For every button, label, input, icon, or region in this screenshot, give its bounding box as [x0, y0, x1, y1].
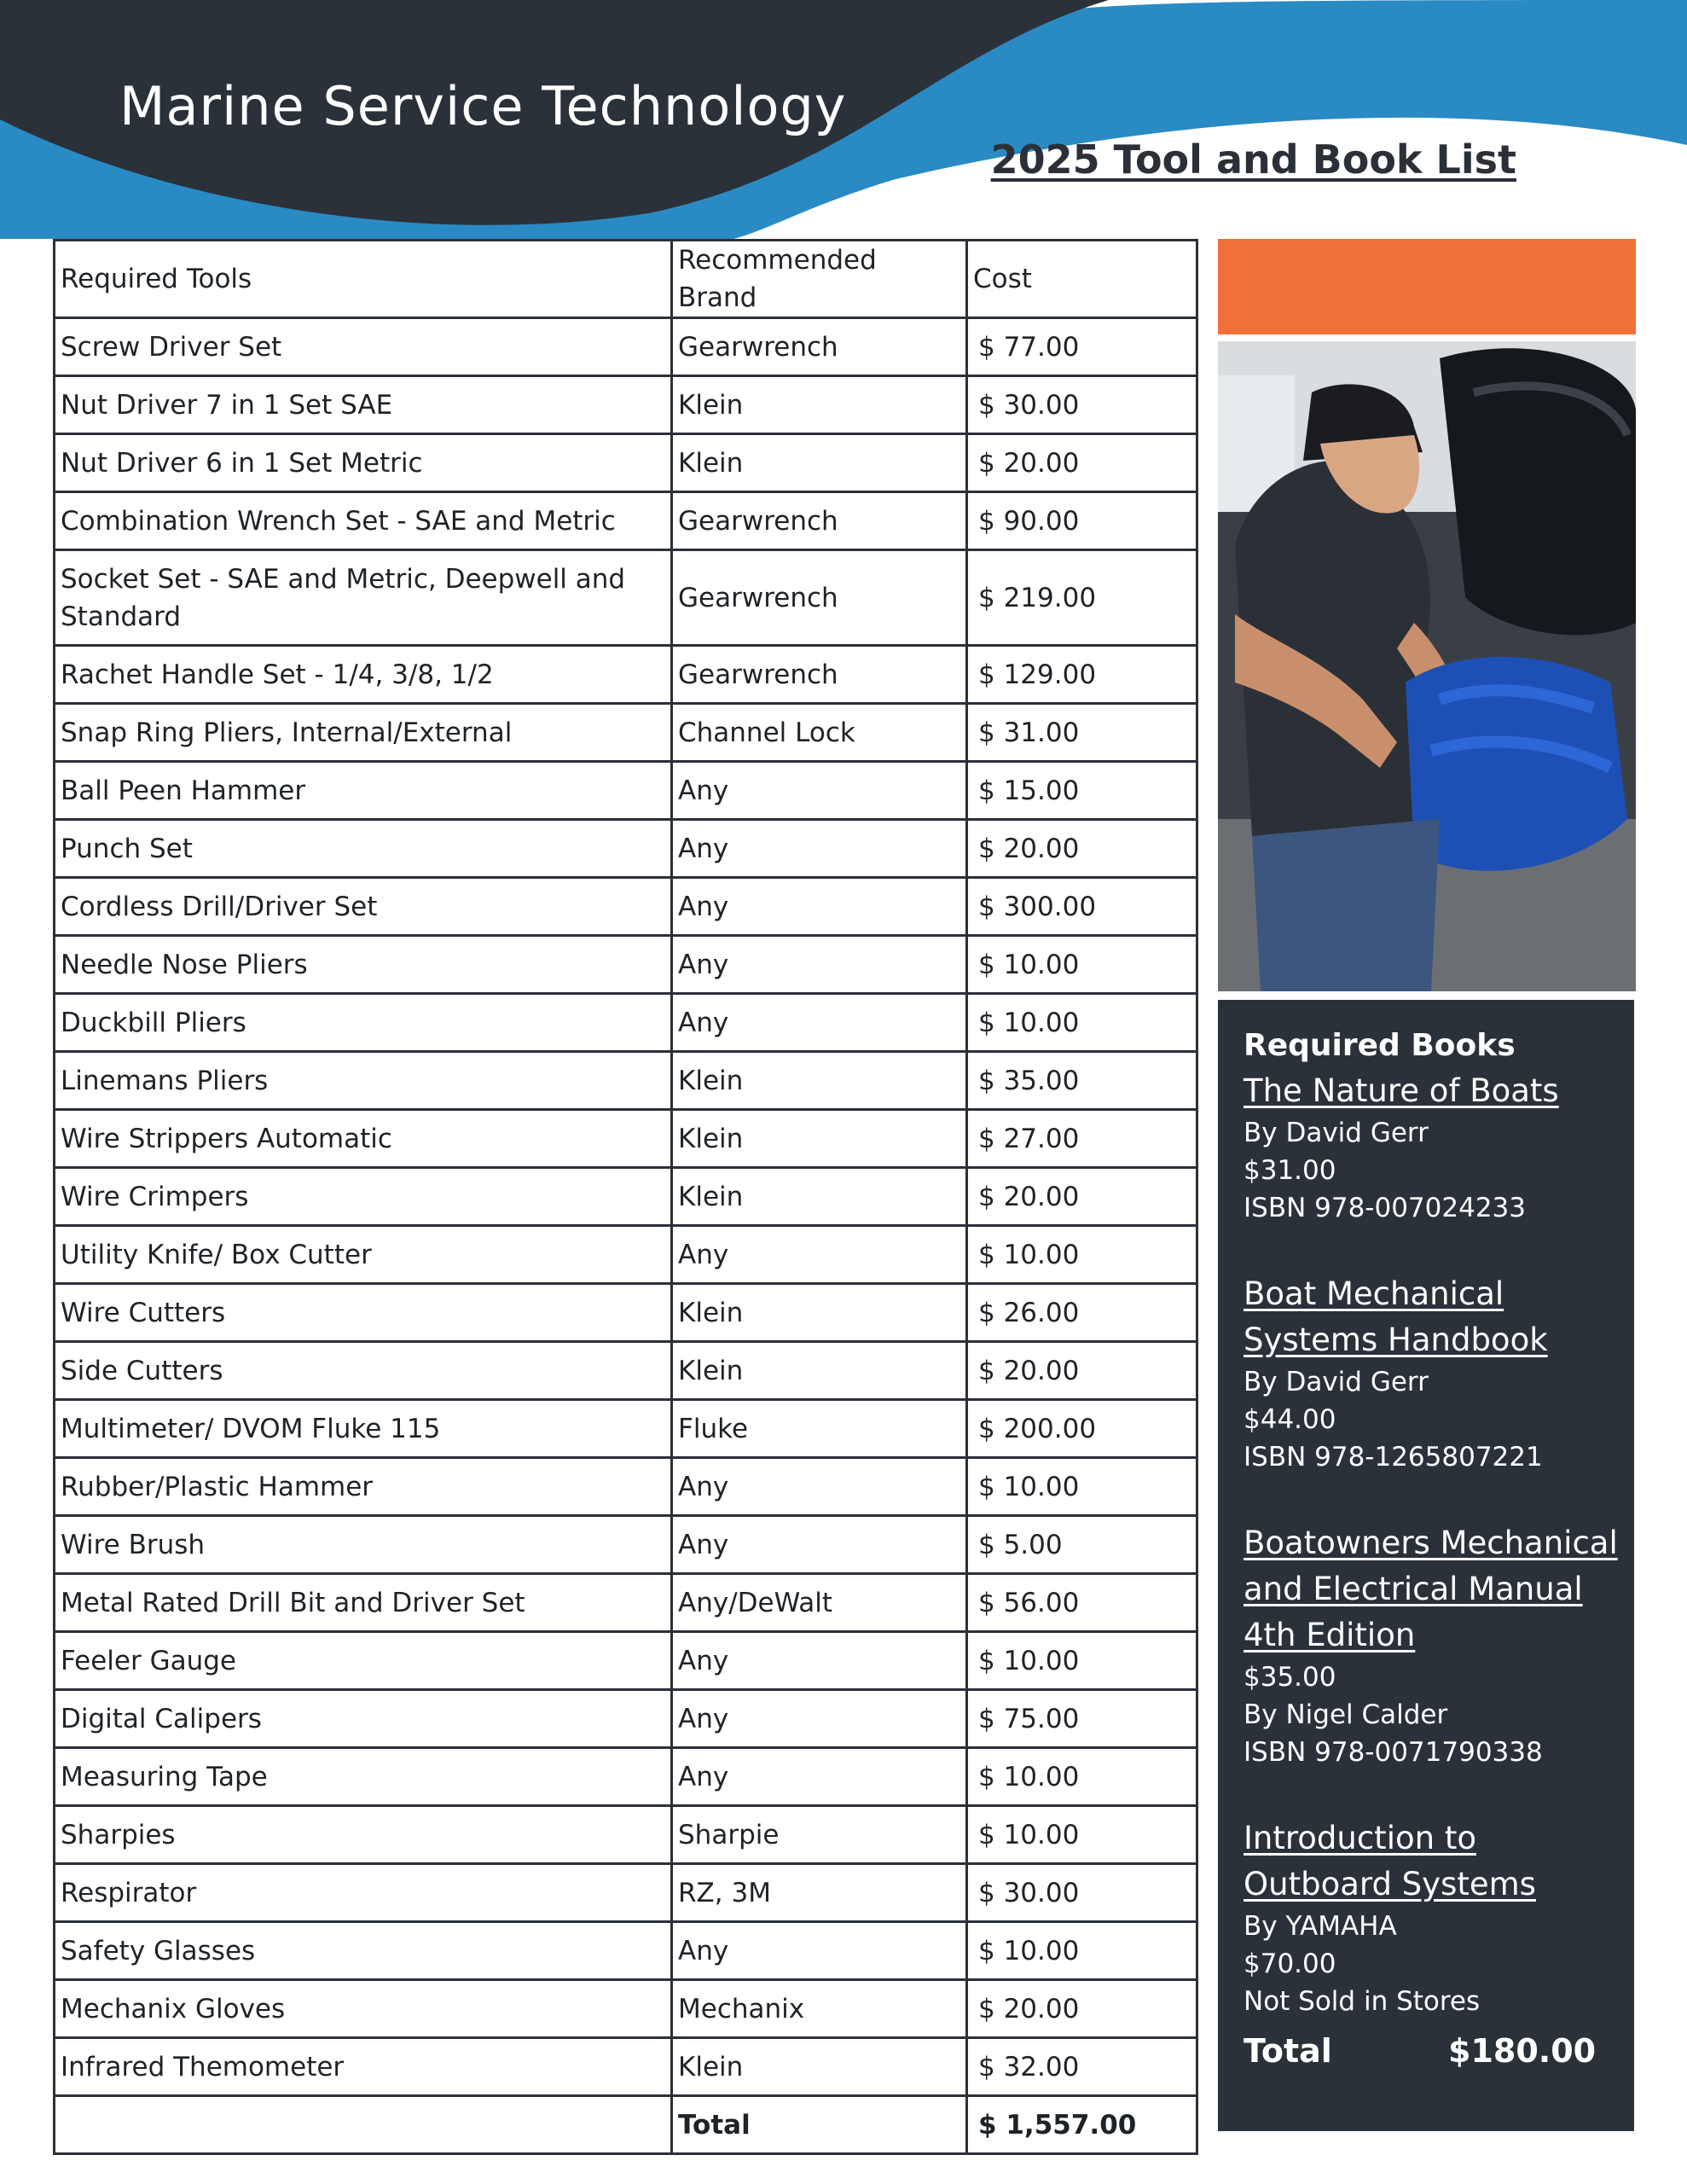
book-title: Introduction to Outboard Systems [1244, 1820, 1536, 1902]
table-row [55, 1806, 1197, 1864]
brand-cell: Any [672, 1690, 967, 1748]
brand-cell: Any [672, 1922, 967, 1980]
cost-cell: $ 20.00 [967, 434, 1197, 492]
tools-total-row [55, 2096, 1197, 2154]
table-row [55, 936, 1197, 994]
table-row [55, 1400, 1197, 1458]
tool-name-cell: Side Cutters [55, 1342, 672, 1400]
table-row [55, 1864, 1197, 1922]
table-row [55, 1110, 1197, 1168]
cost-cell: $ 219.00 [967, 550, 1197, 646]
cost-cell: $ 32.00 [967, 2038, 1197, 2096]
cost-cell: $ 10.00 [967, 1226, 1197, 1284]
brand-cell: Any [672, 1516, 967, 1574]
books-list [1244, 1068, 1618, 2020]
tool-name-cell: Linemans Pliers [55, 1052, 672, 1110]
books-heading: Required Books [1244, 1028, 1516, 1063]
header-cost: Cost [967, 241, 1197, 318]
book-detail-line: By YAMAHA [1244, 1911, 1397, 1942]
tool-name-cell: Socket Set - SAE and Metric, Deepwell and Standard [55, 550, 672, 646]
total-empty-cell [55, 2096, 672, 2154]
book-detail-line: ISBN 978-0071790338 [1244, 1737, 1543, 1768]
brand-cell: Klein [672, 2038, 967, 2096]
books-total-value: $180.00 [1448, 2032, 1597, 2070]
cost-cell: $ 200.00 [967, 1400, 1197, 1458]
brand-cell: Gearwrench [672, 550, 967, 646]
cost-cell: $ 30.00 [967, 376, 1197, 434]
tools-table-body [55, 318, 1197, 2096]
brand-cell: Klein [672, 1168, 967, 1226]
cost-cell: $ 30.00 [967, 1864, 1197, 1922]
total-value: $ 1,557.00 [967, 2096, 1197, 2154]
cost-cell: $ 56.00 [967, 1574, 1197, 1632]
book-detail-line: ISBN 978-007024233 [1244, 1193, 1526, 1223]
book-title: Boat Mechanical Systems Handbook [1244, 1275, 1548, 1358]
books-total-label: Total [1244, 2032, 1332, 2070]
book-detail-line: By Nigel Calder [1244, 1699, 1448, 1730]
book-detail-line: $31.00 [1244, 1155, 1336, 1186]
book-entry [1244, 1068, 1610, 1227]
tool-name-cell: Combination Wrench Set - SAE and Metric [55, 492, 672, 550]
brand-cell: Sharpie [672, 1806, 967, 1864]
book-entry [1244, 1520, 1618, 1771]
table-row [55, 1342, 1197, 1400]
brand-cell: Any/DeWalt [672, 1574, 967, 1632]
tool-name-cell: Wire Crimpers [55, 1168, 672, 1226]
tool-name-cell: Feeler Gauge [55, 1632, 672, 1690]
required-books-panel [1218, 1000, 1634, 2131]
book-detail-line: $70.00 [1244, 1949, 1336, 1979]
brand-cell: Klein [672, 1052, 967, 1110]
cost-cell: $ 90.00 [967, 492, 1197, 550]
book-detail-line: $35.00 [1244, 1662, 1336, 1693]
table-row [55, 820, 1197, 878]
cost-cell: $ 10.00 [967, 1632, 1197, 1690]
cost-cell: $ 10.00 [967, 994, 1197, 1052]
brand-cell: Mechanix [672, 1980, 967, 2038]
tool-name-cell: Rachet Handle Set - 1/4, 3/8, 1/2 [55, 646, 672, 704]
tool-name-cell: Nut Driver 7 in 1 Set SAE [55, 376, 672, 434]
cost-cell: $ 20.00 [967, 1342, 1197, 1400]
brand-cell: Klein [672, 376, 967, 434]
table-row [55, 1458, 1197, 1516]
tool-name-cell: Screw Driver Set [55, 318, 672, 376]
tool-name-cell: Cordless Drill/Driver Set [55, 878, 672, 936]
book-title: Boatowners Mechanical and Electrical Manual 4th Edition [1244, 1525, 1618, 1653]
brand-cell: Gearwrench [672, 318, 967, 376]
tool-name-cell: Mechanix Gloves [55, 1980, 672, 2038]
tools-table-header-row [55, 241, 1197, 318]
table-row [55, 1748, 1197, 1806]
header-recommended-brand: Recommended Brand [672, 241, 967, 318]
cost-cell: $ 10.00 [967, 1748, 1197, 1806]
tool-name-cell: Infrared Themometer [55, 2038, 672, 2096]
tool-name-cell: Multimeter/ DVOM Fluke 115 [55, 1400, 672, 1458]
tool-name-cell: Utility Knife/ Box Cutter [55, 1226, 672, 1284]
cost-cell: $ 10.00 [967, 1922, 1197, 1980]
brand-cell: Any [672, 994, 967, 1052]
book-entry [1244, 1271, 1610, 1476]
table-row [55, 704, 1197, 762]
table-row [55, 994, 1197, 1052]
document-subtitle: 2025 Tool and Book List [990, 136, 1516, 183]
brand-cell: RZ, 3M [672, 1864, 967, 1922]
table-row [55, 1284, 1197, 1342]
brand-cell: Any [672, 936, 967, 994]
tool-name-cell: Metal Rated Drill Bit and Driver Set [55, 1574, 672, 1632]
brand-cell: Any [672, 1226, 967, 1284]
table-row [55, 318, 1197, 376]
tool-name-cell: Nut Driver 6 in 1 Set Metric [55, 434, 672, 492]
cost-cell: $ 300.00 [967, 878, 1197, 936]
document-title: Marine Service Technology [119, 75, 847, 137]
cost-cell: $ 35.00 [967, 1052, 1197, 1110]
brand-cell: Klein [672, 1342, 967, 1400]
tool-name-cell: Ball Peen Hammer [55, 762, 672, 820]
tool-name-cell: Respirator [55, 1864, 672, 1922]
total-label: Total [672, 2096, 967, 2154]
tools-table [53, 239, 1198, 2155]
table-row [55, 1516, 1197, 1574]
brand-cell: Any [672, 1458, 967, 1516]
tool-name-cell: Safety Glasses [55, 1922, 672, 1980]
table-row [55, 1980, 1197, 2038]
table-row [55, 1052, 1197, 1110]
tool-name-cell: Sharpies [55, 1806, 672, 1864]
table-row [55, 1922, 1197, 1980]
tool-name-cell: Wire Cutters [55, 1284, 672, 1342]
tool-name-cell: Snap Ring Pliers, Internal/External [55, 704, 672, 762]
table-row [55, 1168, 1197, 1226]
cost-cell: $ 75.00 [967, 1690, 1197, 1748]
book-detail-line: By David Gerr [1244, 1367, 1429, 1397]
cost-cell: $ 20.00 [967, 1980, 1197, 2038]
tool-name-cell: Duckbill Pliers [55, 994, 672, 1052]
cost-cell: $ 10.00 [967, 936, 1197, 994]
tool-name-cell: Wire Strippers Automatic [55, 1110, 672, 1168]
cost-cell: $ 27.00 [967, 1110, 1197, 1168]
cost-cell: $ 10.00 [967, 1458, 1197, 1516]
table-row [55, 878, 1197, 936]
table-row [55, 2038, 1197, 2096]
table-row [55, 762, 1197, 820]
brand-cell: Channel Lock [672, 704, 967, 762]
cost-cell: $ 129.00 [967, 646, 1197, 704]
table-row [55, 1690, 1197, 1748]
tool-name-cell: Punch Set [55, 820, 672, 878]
book-detail-line: ISBN 978-1265807221 [1244, 1442, 1543, 1472]
table-row [55, 646, 1197, 704]
table-row [55, 492, 1197, 550]
table-row [55, 1632, 1197, 1690]
cost-cell: $ 77.00 [967, 318, 1197, 376]
brand-cell: Klein [672, 1284, 967, 1342]
header-required-tools: Required Tools [55, 241, 672, 318]
table-row [55, 550, 1197, 646]
tool-name-cell: Digital Calipers [55, 1690, 672, 1748]
books-total [1244, 2032, 1610, 2070]
cost-cell: $ 31.00 [967, 704, 1197, 762]
cost-cell: $ 10.00 [967, 1806, 1197, 1864]
cost-cell: $ 5.00 [967, 1516, 1197, 1574]
table-row [55, 376, 1197, 434]
table-row [55, 1574, 1197, 1632]
cost-cell: $ 20.00 [967, 1168, 1197, 1226]
cost-cell: $ 20.00 [967, 820, 1197, 878]
brand-cell: Any [672, 762, 967, 820]
brand-cell: Any [672, 878, 967, 936]
table-row [55, 1226, 1197, 1284]
tool-name-cell: Measuring Tape [55, 1748, 672, 1806]
brand-cell: Any [672, 1748, 967, 1806]
book-title: The Nature of Boats [1244, 1072, 1559, 1109]
brand-cell: Klein [672, 434, 967, 492]
brand-cell: Any [672, 1632, 967, 1690]
technician-photo [1218, 341, 1636, 991]
book-detail-line: Not Sold in Stores [1244, 1986, 1481, 2017]
cost-cell: $ 26.00 [967, 1284, 1197, 1342]
table-row [55, 434, 1197, 492]
book-detail-line: $44.00 [1244, 1404, 1336, 1435]
brand-cell: Klein [672, 1110, 967, 1168]
book-entry [1244, 1815, 1610, 2020]
book-detail-line: By David Gerr [1244, 1118, 1429, 1148]
brand-cell: Any [672, 820, 967, 878]
tool-name-cell: Needle Nose Pliers [55, 936, 672, 994]
orange-accent-block [1218, 239, 1636, 334]
brand-cell: Gearwrench [672, 492, 967, 550]
brand-cell: Fluke [672, 1400, 967, 1458]
tool-name-cell: Rubber/Plastic Hammer [55, 1458, 672, 1516]
brand-cell: Gearwrench [672, 646, 967, 704]
tool-name-cell: Wire Brush [55, 1516, 672, 1574]
cost-cell: $ 15.00 [967, 762, 1197, 820]
